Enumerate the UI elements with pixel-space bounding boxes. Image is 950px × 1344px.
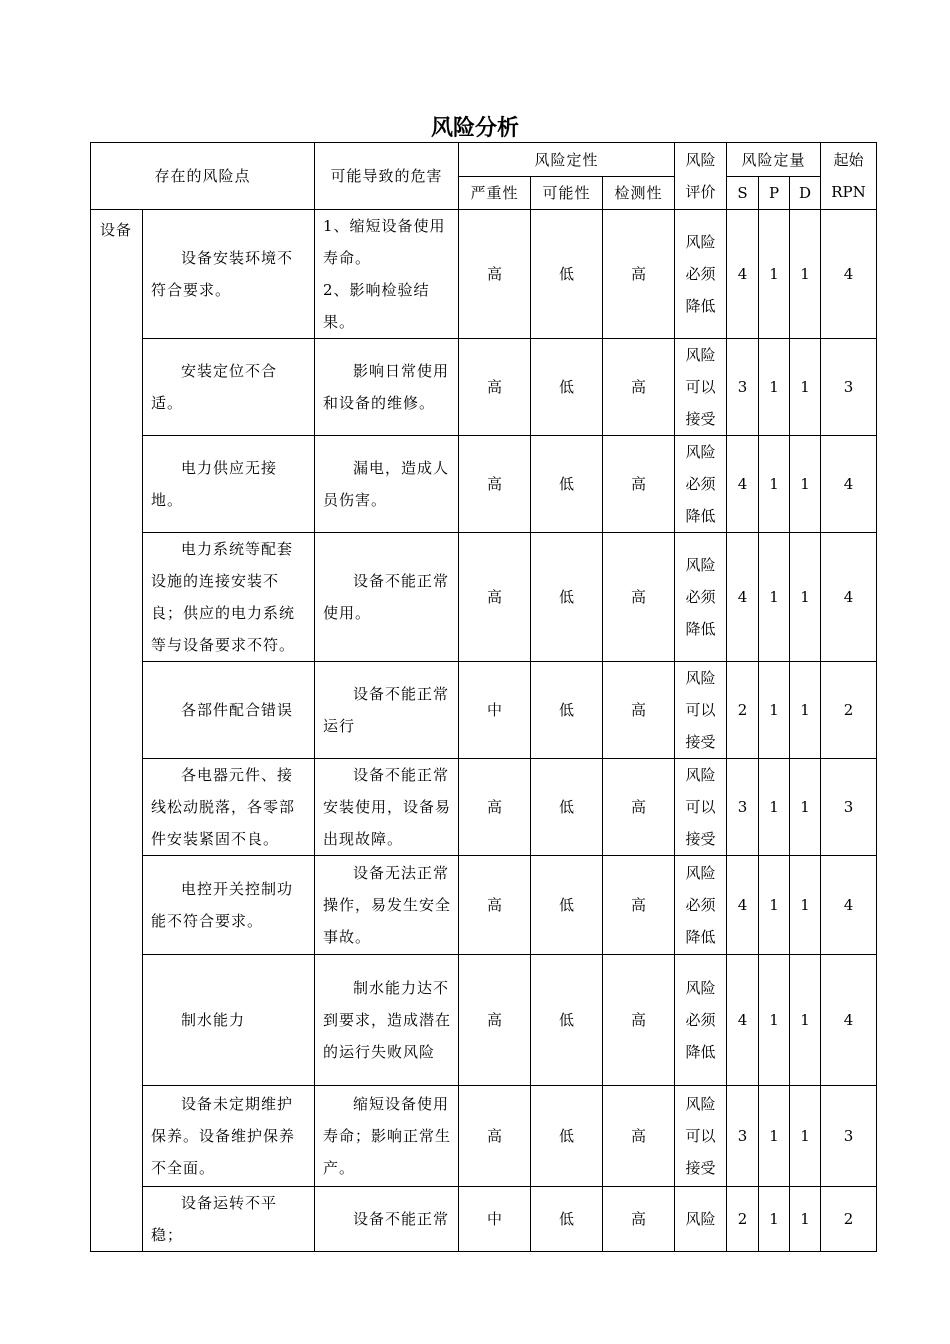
table-row: [91, 1086, 877, 1187]
p-cell: 1: [759, 856, 790, 955]
rpn-cell: 2: [821, 1187, 877, 1252]
hazard-cell: 设备不能正常: [315, 1187, 459, 1252]
table-row: [91, 339, 877, 436]
evaluation-line: 可以: [685, 1127, 716, 1145]
evaluation-line: 降低: [685, 620, 716, 638]
possibility-cell: 低: [531, 856, 603, 955]
p-cell: 1: [759, 955, 790, 1086]
header-eval-line1: 风险: [685, 151, 716, 169]
rpn-cell: 3: [821, 1086, 877, 1187]
header-possibility: 可能性: [531, 177, 603, 210]
d-cell: 1: [790, 662, 821, 759]
severity-cell: 中: [459, 1187, 531, 1252]
header-evaluation: [675, 143, 727, 210]
p-cell: 1: [759, 662, 790, 759]
evaluation-line: 可以: [685, 378, 716, 396]
hazard-cell: 设备不能正常运行: [315, 662, 459, 759]
rpn-cell: 3: [821, 759, 877, 856]
evaluation-line: 降低: [685, 507, 716, 525]
possibility-cell: 低: [531, 533, 603, 662]
evaluation-line: 必须: [685, 265, 716, 283]
header-row-1: [91, 143, 877, 177]
severity-cell: 高: [459, 436, 531, 533]
page-title: 风险分析: [430, 116, 519, 141]
p-cell: 1: [759, 1187, 790, 1252]
detectability-cell: 高: [603, 1086, 675, 1187]
s-cell: 3: [727, 1086, 759, 1187]
p-cell: 1: [759, 339, 790, 436]
severity-cell: 高: [459, 339, 531, 436]
detectability-cell: 高: [603, 759, 675, 856]
s-cell: 4: [727, 436, 759, 533]
evaluation-line: 风险: [685, 233, 716, 251]
evaluation-line: 降低: [685, 297, 716, 315]
header-d: D: [790, 177, 821, 210]
severity-cell: 高: [459, 1086, 531, 1187]
header-quantitative: 风险定量: [727, 143, 821, 177]
severity-cell: 高: [459, 955, 531, 1086]
rpn-cell: 4: [821, 955, 877, 1086]
evaluation-line: 风险: [685, 1095, 716, 1113]
possibility-cell: 低: [531, 1086, 603, 1187]
rpn-cell: 4: [821, 436, 877, 533]
possibility-cell: 低: [531, 955, 603, 1086]
s-cell: 4: [727, 210, 759, 339]
evaluation-line: 接受: [685, 410, 716, 428]
s-cell: 4: [727, 955, 759, 1086]
s-cell: 2: [727, 1187, 759, 1252]
header-hazard: 可能导致的危害: [315, 143, 459, 210]
evaluation-line: 风险: [685, 864, 716, 882]
header-p: P: [759, 177, 790, 210]
evaluation-line: 风险: [685, 443, 716, 461]
evaluation-line: 可以: [685, 701, 716, 719]
evaluation-line: 可以: [685, 798, 716, 816]
d-cell: 1: [790, 856, 821, 955]
risk-point-cell: 设备运转不平稳；: [143, 1187, 315, 1252]
evaluation-line: 必须: [685, 588, 716, 606]
risk-point-cell: 各电器元件、接线松动脱落，各零部件安装紧固不良。: [143, 759, 315, 856]
hazard-cell: 设备不能正常安装使用，设备易出现故障。: [315, 759, 459, 856]
risk-point-cell: 安装定位不合适。: [143, 339, 315, 436]
evaluation-line: 接受: [685, 1159, 716, 1177]
evaluation-cell: [675, 1187, 727, 1252]
header-eval-line2: 评价: [685, 183, 716, 201]
s-cell: 2: [727, 662, 759, 759]
s-cell: 3: [727, 339, 759, 436]
evaluation-line: 风险: [685, 346, 716, 364]
detectability-cell: 高: [603, 662, 675, 759]
rpn-cell: 3: [821, 339, 877, 436]
p-cell: 1: [759, 436, 790, 533]
header-s: S: [727, 177, 759, 210]
risk-point-cell: 设备安装环境不符合要求。: [143, 210, 315, 339]
evaluation-line: 风险: [685, 556, 716, 574]
d-cell: 1: [790, 533, 821, 662]
s-cell: 4: [727, 533, 759, 662]
table-row: [91, 533, 877, 662]
severity-cell: 高: [459, 210, 531, 339]
possibility-cell: 低: [531, 662, 603, 759]
rpn-cell: 2: [821, 662, 877, 759]
header-start-line2: RPN: [831, 183, 866, 201]
p-cell: 1: [759, 759, 790, 856]
d-cell: 1: [790, 210, 821, 339]
evaluation-cell: [675, 662, 727, 759]
table-row: [91, 955, 877, 1086]
evaluation-line: 必须: [685, 896, 716, 914]
d-cell: 1: [790, 1086, 821, 1187]
evaluation-cell: [675, 339, 727, 436]
possibility-cell: 低: [531, 210, 603, 339]
severity-cell: 高: [459, 533, 531, 662]
header-qualitative: 风险定性: [459, 143, 675, 177]
detectability-cell: 高: [603, 210, 675, 339]
evaluation-line: 降低: [685, 928, 716, 946]
evaluation-cell: [675, 856, 727, 955]
d-cell: 1: [790, 339, 821, 436]
risk-point-cell: 电控开关控制功能不符合要求。: [143, 856, 315, 955]
header-severity: 严重性: [459, 177, 531, 210]
detectability-cell: 高: [603, 339, 675, 436]
detectability-cell: 高: [603, 955, 675, 1086]
risk-analysis-table: [90, 142, 877, 1252]
evaluation-cell: [675, 1086, 727, 1187]
detectability-cell: 高: [603, 436, 675, 533]
risk-point-cell: 各部件配合错误: [143, 662, 315, 759]
header-detectability: 检测性: [603, 177, 675, 210]
table-row: [91, 662, 877, 759]
table-row: [91, 210, 877, 339]
table-row: [91, 436, 877, 533]
d-cell: 1: [790, 955, 821, 1086]
evaluation-cell: [675, 210, 727, 339]
d-cell: 1: [790, 1187, 821, 1252]
severity-cell: 高: [459, 856, 531, 955]
table-row: [91, 759, 877, 856]
hazard-cell: 设备不能正常使用。: [315, 533, 459, 662]
s-cell: 4: [727, 856, 759, 955]
evaluation-cell: [675, 533, 727, 662]
possibility-cell: 低: [531, 1187, 603, 1252]
evaluation-line: 风险: [685, 979, 716, 997]
evaluation-line: 风险: [685, 766, 716, 784]
severity-cell: 高: [459, 759, 531, 856]
header-risk-point: 存在的风险点: [91, 143, 315, 210]
hazard-cell: 漏电，造成人员伤害。: [315, 436, 459, 533]
detectability-cell: 高: [603, 533, 675, 662]
p-cell: 1: [759, 1086, 790, 1187]
evaluation-line: 必须: [685, 475, 716, 493]
severity-cell: 中: [459, 662, 531, 759]
hazard-cell: 影响日常使用和设备的维修。: [315, 339, 459, 436]
evaluation-line: 降低: [685, 1043, 716, 1061]
rpn-cell: 4: [821, 533, 877, 662]
p-cell: 1: [759, 210, 790, 339]
evaluation-line: 必须: [685, 1011, 716, 1029]
risk-point-cell: 制水能力: [143, 955, 315, 1086]
risk-point-cell: 设备未定期维护保养。设备维护保养不全面。: [143, 1086, 315, 1187]
table-row: [91, 1187, 877, 1252]
possibility-cell: 低: [531, 436, 603, 533]
table-row: [91, 856, 877, 955]
possibility-cell: 低: [531, 339, 603, 436]
evaluation-cell: [675, 955, 727, 1086]
header-start-rpn: [821, 143, 877, 210]
rpn-cell: 4: [821, 856, 877, 955]
evaluation-line: 接受: [685, 733, 716, 751]
hazard-cell: 1、缩短设备使用寿命。 2、影响检验结果。: [315, 210, 459, 339]
header-start-line1: 起始: [833, 151, 864, 169]
rpn-cell: 4: [821, 210, 877, 339]
evaluation-line: 风险: [685, 669, 716, 687]
evaluation-cell: [675, 436, 727, 533]
hazard-cell: 设备无法正常操作，易发生安全事故。: [315, 856, 459, 955]
detectability-cell: 高: [603, 856, 675, 955]
p-cell: 1: [759, 533, 790, 662]
hazard-cell: 缩短设备使用寿命；影响正常生产。: [315, 1086, 459, 1187]
s-cell: 3: [727, 759, 759, 856]
evaluation-cell: [675, 759, 727, 856]
detectability-cell: 高: [603, 1187, 675, 1252]
risk-point-cell: 电力系统等配套设施的连接安装不良；供应的电力系统等与设备要求不符。: [143, 533, 315, 662]
d-cell: 1: [790, 759, 821, 856]
category-cell: 设备: [91, 210, 143, 1252]
hazard-cell: 制水能力达不到要求，造成潜在的运行失败风险: [315, 955, 459, 1086]
evaluation-line: 接受: [685, 830, 716, 848]
possibility-cell: 低: [531, 759, 603, 856]
d-cell: 1: [790, 436, 821, 533]
risk-point-cell: 电力供应无接地。: [143, 436, 315, 533]
evaluation-line: 风险: [685, 1210, 716, 1228]
